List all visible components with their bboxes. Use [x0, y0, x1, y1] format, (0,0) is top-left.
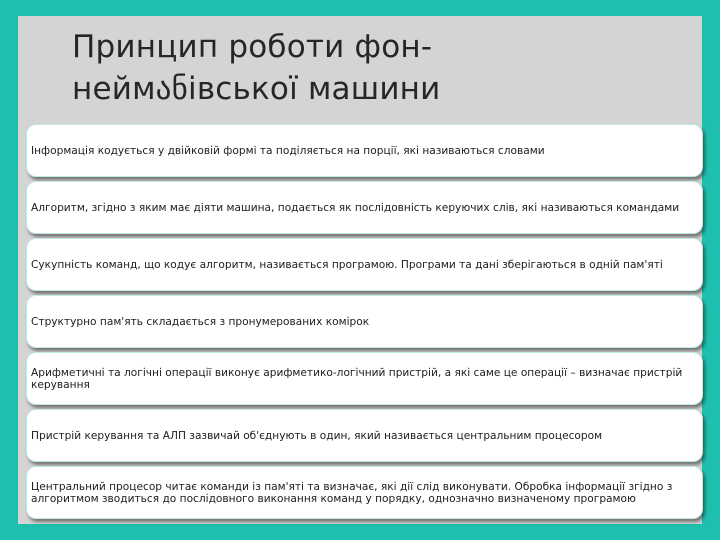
- statement-box-6: [26, 409, 703, 462]
- statement-box-1: [26, 124, 703, 177]
- statement-box-2: [26, 181, 703, 234]
- statement-box-7: [26, 466, 703, 519]
- statement-text-2: Алгоритм, згідно з яким має діяти машина, подається як послідовність керуючих слів, які називаються командами: [31, 201, 680, 214]
- statement-list: [26, 124, 703, 523]
- statement-text-3: Сукупність команд, що кодує алгоритм, називається програмою. Програми та дані зберігаються в одній пам'яті: [31, 258, 663, 271]
- statement-box-3: [26, 238, 703, 291]
- statement-text-4: Структурно пам'ять складається з пронумерованих комірок: [31, 315, 370, 328]
- statement-box-4: [26, 295, 703, 348]
- statement-text-1: Інформація кодується у двійковій формі та поділяється на порції, які називаються словами: [31, 144, 545, 157]
- statement-box-5: [26, 352, 703, 405]
- slide-title: Принцип роботи фон-неймანівської машини: [72, 29, 441, 107]
- statement-text-7: Центральний процесор читає команди із пам'яті та визначає, які дії слід виконувати. Обробка інформації згідно з алгоритмом зводиться до послідовного виконання команд у порядку, однозначно визначеному програмою: [31, 480, 673, 505]
- statement-text-5: Арифметичні та логічні операції виконує арифметико-логічний пристрій, а які саме це операції – визначає пристрій керування: [31, 366, 683, 391]
- statement-text-6: Пристрій керування та АЛП зазвичай об'єднують в один, який називається центральним процесором: [31, 429, 603, 442]
